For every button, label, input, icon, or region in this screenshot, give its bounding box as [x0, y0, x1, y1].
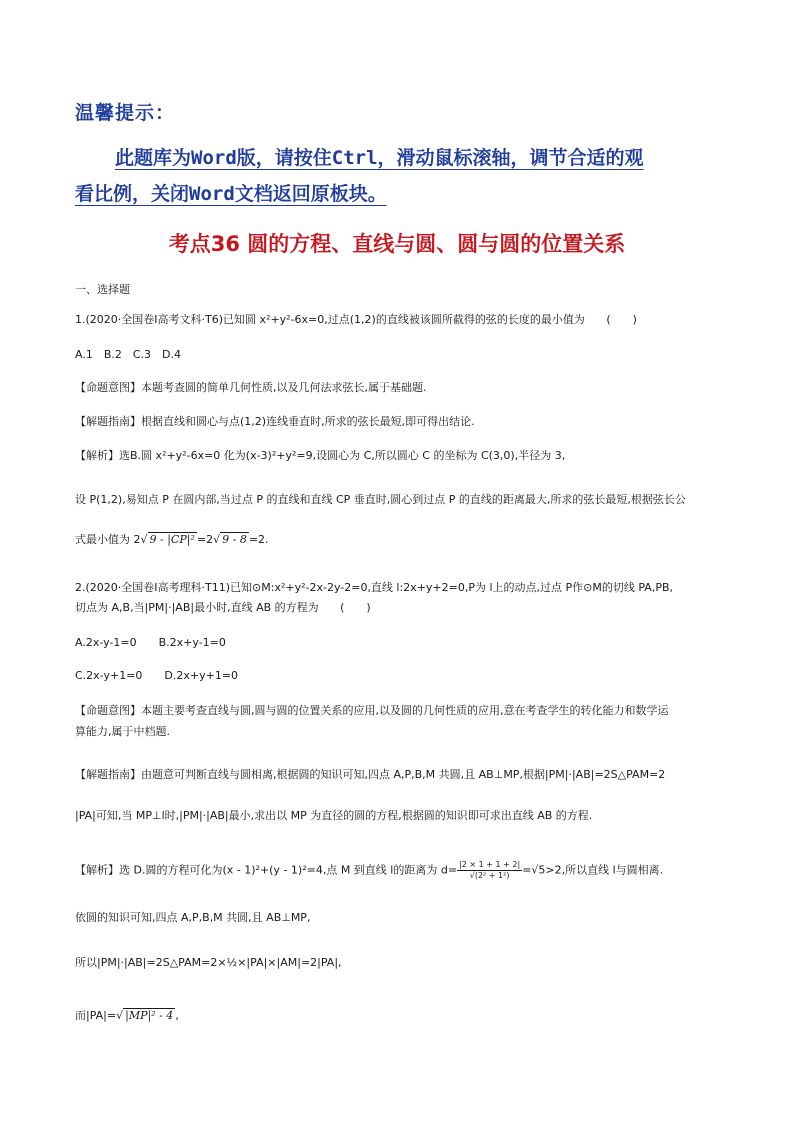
tip-line-2: 看比例，关闭Word文档返回原板块。	[75, 183, 387, 205]
q1-options: A.1 B.2 C.3 D.4	[75, 348, 182, 361]
q2-intent-line-2: 算能力,属于中档题.	[75, 725, 170, 738]
tip-title: 温馨提示：	[75, 102, 176, 124]
q2-solution-line-2: 依圆的知识可知,四点 A,P,B,M 共圆,且 AB⊥MP,	[75, 911, 311, 924]
q2-guide-line-1: 【解题指南】由题意可判断直线与圆相离,根据圆的知识可知,四点 A,P,B,M 共圆,且 AB⊥MP,根据|PM|·|AB|=2S△PAM=2	[75, 768, 666, 781]
page-title: 考点36 圆的方程、直线与圆、圆与圆的位置关系	[168, 232, 626, 256]
q1-guide: 【解题指南】根据直线和圆心与点(1,2)连线垂直时,所求的弦长最短,即可得出结论.	[75, 415, 475, 428]
q2-intent-line-1: 【命题意图】本题主要考查直线与圆,圆与圆的位置关系的应用,以及圆的几何性质的应用,意在考查学生的转化能力和数学运	[75, 704, 669, 717]
q1-solution-line-2: 设 P(1,2),易知点 P 在圆内部,当过点 P 的直线和直线 CP 垂直时,圆心到过点 P 的直线的距离最大,所求的弦长最短,根据弦长公	[75, 493, 686, 506]
q1-sqrt-2: √ 9 - 8	[213, 533, 247, 546]
q2-sol1-suffix: =√5>2,所以直线 l与圆相离.	[522, 863, 664, 877]
q1-sqrt-1: √ 9 - |CP|²	[140, 533, 195, 546]
q1-solution-line-3	[75, 532, 269, 548]
tip-body	[75, 140, 725, 212]
q2-solution-line-4	[75, 1008, 179, 1024]
fraction-denominator: √(2² + 1²)	[469, 871, 510, 880]
q2-sol1-prefix: 【解析】选 D.圆的方程可化为(x - 1)²+(y - 1)²=4,点 M 到直线 l的距离为 d=	[75, 863, 458, 877]
q2-sol4-prefix: 而|PA|=	[75, 1009, 117, 1022]
q2-solution-line-1	[75, 860, 663, 881]
q2-answer-blank: ( )	[340, 601, 371, 614]
q2-solution-line-3: 所以|PM|·|AB|=2S△PAM=2×½×|PA|×|AM|=2|PA|,	[75, 956, 342, 969]
fraction-numerator: |2 × 1 + 1 + 2|	[459, 860, 521, 869]
q2-sol4-suffix: ,	[175, 1009, 179, 1022]
q1-sol3-suffix: =2.	[248, 533, 269, 546]
tip-line-1: 此题库为Word版，请按住Ctrl，滑动鼠标滚轴，调节合适的观	[115, 147, 644, 169]
q1-solution-line-1: 【解析】选B.圆 x²+y²-6x=0 化为(x-3)²+y²=9,设圆心为 C,所以圆心 C 的坐标为 C(3,0),半径为 3,	[75, 449, 566, 462]
q2-stem-line-2	[75, 600, 371, 616]
q1-stem	[75, 312, 637, 328]
q1-sol3-prefix: 式最小值为 2	[75, 533, 141, 546]
q2-stem-text: 切点为 A,B,当|PM|·|AB|最小时,直线 AB 的方程为	[75, 601, 319, 614]
q2-stem-line-1: 2.(2020·全国卷Ⅰ高考理科·T11)已知⊙M:x²+y²-2x-2y-2=0,直线 l:2x+y+2=0,P为 l上的动点,过点 P作⊙M的切线 PA,PB,	[75, 581, 673, 594]
q2-guide-line-2: |PA|可知,当 MP⊥l时,|PM|·|AB|最小,求出以 MP 为直径的圆的方程,根据圆的知识即可求出直线 AB 的方程.	[75, 809, 593, 822]
q2-options-ab: A.2x-y-1=0 B.2x+y-1=0	[75, 636, 226, 649]
q1-sol3-mid: =2	[196, 533, 214, 546]
q2-distance-fraction	[457, 860, 522, 881]
q2-sqrt: √ |MP|² - 4	[116, 1009, 174, 1022]
q1-stem-text: 1.(2020·全国卷Ⅰ高考文科·T6)已知圆 x²+y²-6x=0,过点(1,2)的直线被该圆所截得的弦的长度的最小值为	[75, 313, 585, 326]
section-heading: 一、选择题	[75, 283, 130, 296]
q2-options-cd: C.2x-y+1=0 D.2x+y+1=0	[75, 669, 239, 682]
q1-answer-blank: ( )	[606, 313, 637, 326]
q1-intent: 【命题意图】本题考查圆的简单几何性质,以及几何法求弦长,属于基础题.	[75, 381, 427, 394]
